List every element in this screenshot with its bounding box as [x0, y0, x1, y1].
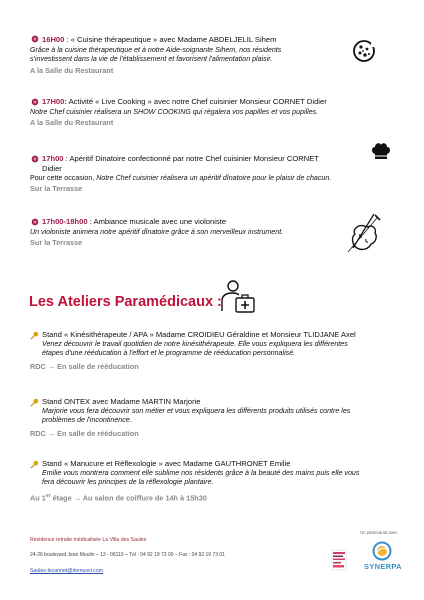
pin-bullet-icon [30, 460, 39, 469]
arrow-right-icon: → [47, 429, 56, 438]
event-desc-italic: Notre Chef cuisinier réalisera un apéritif dînatoire pour le plaisir de chacun. [96, 174, 332, 182]
event-desc-prefix: Pour cette occasion, [30, 174, 97, 182]
event-description [30, 228, 283, 237]
violin-icon [344, 212, 382, 256]
atelier-desc-line: Marjorie vous fera découvrir son métier et vous expliquera les différents produits utilisés contre les [42, 407, 351, 415]
rose-bullet-icon [31, 218, 39, 226]
event-description [30, 46, 281, 65]
cookie-icon [352, 39, 376, 63]
event-title-text: : Ambiance musicale avec une violoniste [87, 217, 227, 226]
location-level: Au 1 [30, 493, 46, 503]
event-desc-line: Notre Chef cuisinier réalisera un SHOW COOKING qui régalera vos papilles et vos pupilles. [30, 108, 319, 116]
location-level-sup: er [45, 493, 51, 499]
atelier-description [42, 340, 348, 359]
event-title [42, 35, 276, 45]
section-title: Les Ateliers Paramédicaux : [29, 294, 222, 310]
location-room: En salle de rééducation [57, 362, 139, 371]
pin-bullet-icon [30, 331, 39, 340]
event-description [30, 174, 331, 183]
footer-email-link[interactable]: Saules-lecannet@domusvi.com [30, 568, 104, 574]
atelier-location [30, 491, 207, 503]
event-location: Sur la Terrasse [30, 238, 83, 247]
location-level: RDC [30, 362, 46, 371]
atelier-desc-line: étapes d'une rééducation à l'effort et le programme de rééducation personnalisé. [42, 349, 296, 358]
arrow-right-icon: → [47, 362, 56, 371]
location-room: En salle de rééducation [57, 429, 139, 438]
event-time: 16H00 [42, 35, 65, 44]
event-time: 17h00 [42, 154, 64, 163]
event-title-continuation: Didier [42, 164, 62, 173]
atelier-title: Stand ONTEX avec Madame MARTIN Marjorie [42, 397, 201, 406]
event-title-text: : « Cuisine thérapeutique » avec Madame ABDELJELIL Sihem [64, 35, 277, 44]
atelier-description [42, 469, 359, 488]
rose-bullet-icon [31, 35, 39, 43]
location-level: RDC [30, 429, 46, 438]
event-location: A la Salle du Restaurant [30, 118, 114, 127]
event-time: 17h00-18h00 [42, 217, 88, 226]
pin-bullet-icon [30, 398, 39, 407]
atelier-description [42, 407, 350, 426]
partner-label: Un partenariat avec [360, 530, 398, 535]
atelier-title: Stand « Manucure et Réflexologie » avec Madame GAUTHRONET Emilie [42, 459, 291, 468]
atelier-location [30, 362, 139, 372]
footer-address: 24-26 boulevard Jean Moulin – 13 - 06110 – Tél : 04 92 19 73 00 – Fax : 04 92 19 73 01 [30, 552, 225, 558]
synerpa-logo-icon [367, 541, 397, 561]
synerpa-logo-text: SYNERPA [364, 562, 402, 571]
event-title [42, 97, 327, 107]
event-desc-line: s'investissent dans la vie de l'établissement et favorisent l'alimentation plaisir. [30, 55, 273, 64]
event-title-text: Activité « Live Cooking » avec notre Chef cuisinier Monsieur CORNET Didier [66, 97, 327, 106]
partner-logo-icon [331, 549, 347, 571]
atelier-location [30, 429, 139, 439]
chef-hat-icon [370, 142, 392, 162]
atelier-desc-line: fera découvrir les principes de la réflexologie plantaire. [42, 478, 214, 487]
event-title [42, 154, 319, 164]
event-title-text: : Apéritif Dinatoire confectionné par notre Chef cuisinier Monsieur CORNET [63, 154, 319, 163]
event-desc-line: Un violoniste animera notre apéritif dînatoire grâce à son merveilleux instrument. [30, 228, 284, 236]
arrow-right-icon: → [73, 493, 81, 503]
event-title [42, 217, 226, 227]
location-level-word: étage [52, 493, 72, 503]
event-desc-line: Grâce à la cuisine thérapeutique et à notre Aide-soignante Sihem, nos résidents [30, 46, 282, 54]
rose-bullet-icon [31, 155, 39, 163]
location-room: Au salon de coiffure de 14h à 15h30 [82, 493, 207, 503]
atelier-desc-line: Venez découvrir le travail quotidien de notre kinésithérapeute. Elle vous expliquera les différentes [42, 340, 348, 348]
atelier-desc-line: Emilie vous montrera comment elle sublime nos résidents grâce à la beauté des mains puis elle vous [42, 469, 360, 477]
medical-kit-person-icon [219, 279, 257, 315]
footer-residence-name: Résidence retraite médicalisée La Villa des Saules [30, 537, 147, 543]
rose-bullet-icon [31, 98, 39, 106]
event-location: Sur la Terrasse [30, 184, 83, 193]
atelier-desc-line: problèmes de l'incontinence. [42, 416, 132, 425]
atelier-title: Stand « Kinésithérapeute / APA » Madame CROIDIEU Géraldine et Monsieur TLIDJANE Axel [42, 330, 356, 339]
event-location: A la Salle du Restaurant [30, 66, 114, 75]
event-description [30, 108, 318, 117]
event-time: 17H00: [42, 97, 67, 106]
